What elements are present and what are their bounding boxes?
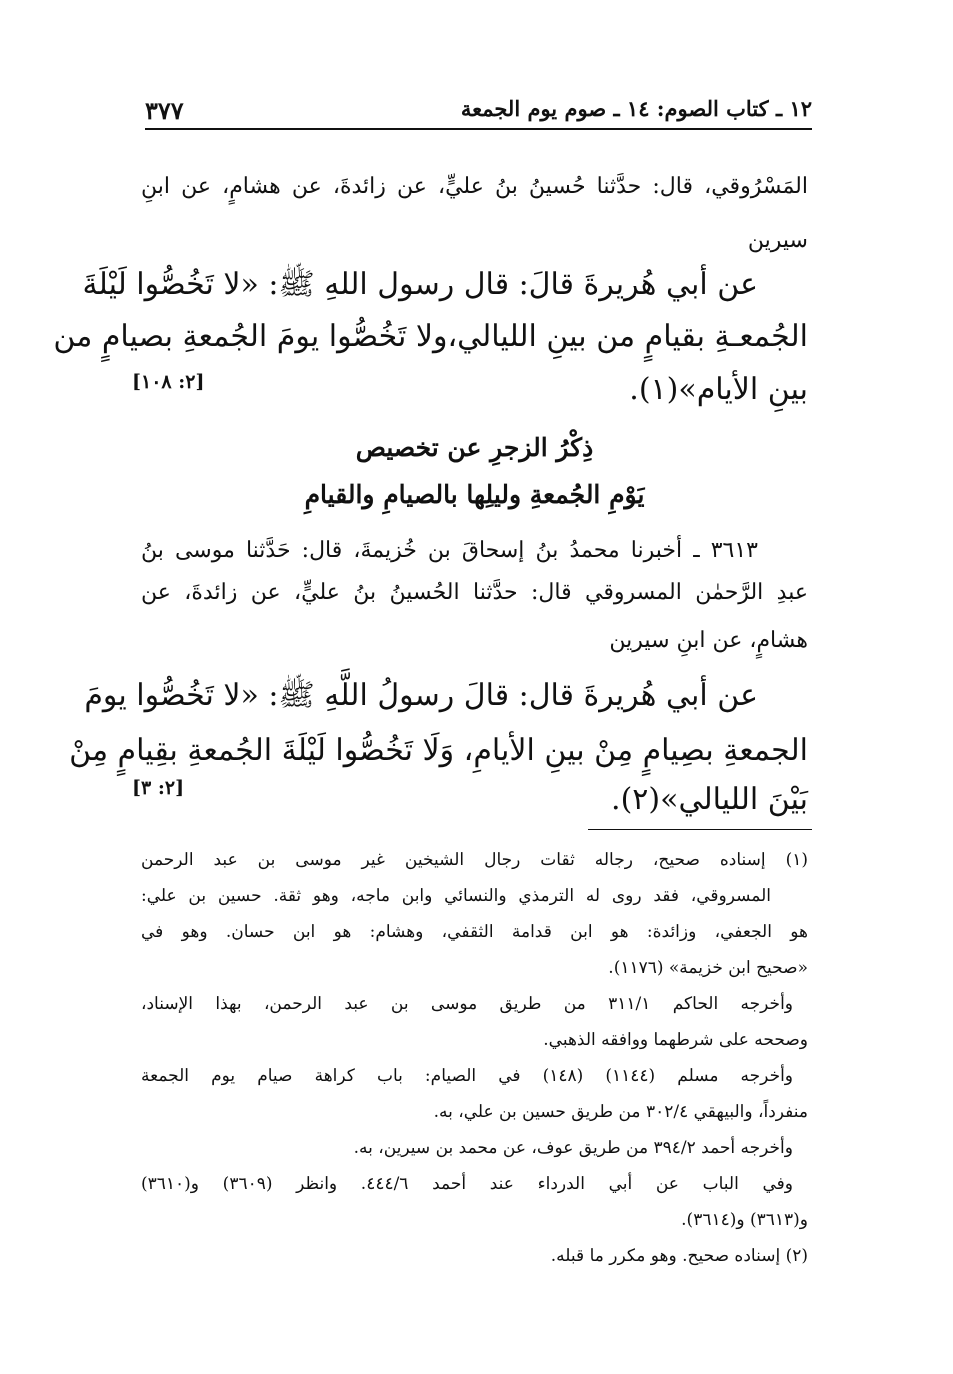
footnote-1-line: هو الجعفي، وزائدة: هو ابن قدامة الثقفي، وهشام: هو ابن حسان. وهو في bbox=[141, 922, 808, 942]
section-heading-line-1: ذِكْرُ الزجرِ عن تخصيص bbox=[355, 433, 594, 462]
section-heading-line-2: يَوْمِ الجُمعةِ وليلِها بالصيامِ والقيامِ bbox=[304, 480, 645, 509]
hadith-1-chain-line: سيرين bbox=[747, 228, 808, 253]
hadith-2-chain-line: هشامٍ، عن ابنِ سيرين bbox=[609, 628, 808, 653]
footnote-1-line: المسروقي، فقد روى له الترمذي والنسائي وابن ماجه، وهو ثقة. حسين بن علي: bbox=[141, 886, 771, 906]
footnote-para-line: منفرداً، والبيهقي ٣٠٢/٤ من طريق حسين بن علي، به. bbox=[433, 1102, 808, 1122]
hadith-1-text-line: عن أبي هُريرةَ قالَ: قال رسول اللهِ ﷺ: «لا تَخُصُّوا لَيْلَةَ bbox=[82, 267, 758, 302]
hadith-2-chain-line: ٣٦١٣ ـ أخبرنا محمدُ بنُ إسحاقَ بن خُزيمةَ، قال: حَدَّثنا موسى بنُ bbox=[141, 538, 758, 563]
hadith-1-chain-line: المَسْرُوقي، قال: حدَّثنا حُسينُ بنُ عليٍّ، عن زائدةَ، عن هشامٍ، عن ابنِ bbox=[141, 174, 808, 199]
footnote-2-line: (٢) إسناده صحيح. وهو مكرر ما قبله. bbox=[550, 1246, 808, 1266]
hadith-2-text-line: عن أبي هُريرةَ قال: قالَ رسولُ اللَّهِ ﷺ: «لا تَخُصُّوا يومَ bbox=[84, 678, 758, 713]
footnote-para-line: وفي الباب عن أبي الدرداء عند أحمد ٤٤٤/٦. وانظر (٣٦٠٩) و(٣٦١٠) bbox=[141, 1174, 793, 1194]
page-number: ٣٧٧ bbox=[145, 96, 184, 125]
hadith-1-text-line: الجُمعـةِ بقيامٍ من بينِ الليالي،ولا تَخُصُّوا يومَ الجُمعةِ بصيامٍ من bbox=[53, 319, 808, 354]
hadith-2-text-line: بَيْنَ الليالي»(٢). bbox=[611, 782, 808, 817]
footnote-separator bbox=[588, 829, 812, 830]
hadith-1-reference: [٢: ١٠٨] bbox=[132, 371, 205, 393]
running-title: ١٢ ـ كتاب الصوم: ١٤ ـ صوم يوم الجمعة bbox=[460, 96, 812, 121]
footnote-para-line: وأخرجه أحمد ٣٩٤/٢ من طريق عوف، عن محمد بن سيرين، به. bbox=[353, 1138, 793, 1158]
footnote-1-line: (١) إسناده صحيح، رجاله ثقات رجال الشيخين غير موسى بن عبد الرحمن bbox=[141, 850, 808, 870]
hadith-1-text-line: بينِ الأيام»(١). bbox=[629, 372, 808, 407]
hadith-2-text-line: الجمعةِ بصِيامٍ مِنْ بينِ الأيامِ، وَلَا تَخُصُّوا لَيْلَةَ الجُمعةِ بقِيامٍ مِنْ bbox=[69, 733, 808, 768]
footnote-para-line: وأخرجه الحاكم ٣١١/١ من طريق موسى بن عبد الرحمن، بهذا الإسناد، bbox=[141, 994, 793, 1014]
hadith-2-reference: [٢: ٣] bbox=[132, 777, 185, 799]
hadith-2-chain-line: عبدِ الرَّحمٰن المسروقي قال: حدَّثنا الحُسينُ بنُ عليٍّ، عن زائدةَ، عن bbox=[141, 580, 808, 605]
footnote-para-line: وأخرجه مسلم (١١٤٤) (١٤٨) في الصيام: باب كراهة صيام يوم الجمعة bbox=[141, 1066, 794, 1086]
page-header bbox=[145, 92, 812, 130]
footnote-1-line: «صحيح ابن خزيمة» (١١٧٦). bbox=[608, 958, 808, 978]
footnote-para-line: و(٣٦١٣) و(٣٦١٤). bbox=[681, 1210, 808, 1230]
footnote-para-line: وصححه على شرطهما ووافقه الذهبي. bbox=[543, 1030, 808, 1050]
